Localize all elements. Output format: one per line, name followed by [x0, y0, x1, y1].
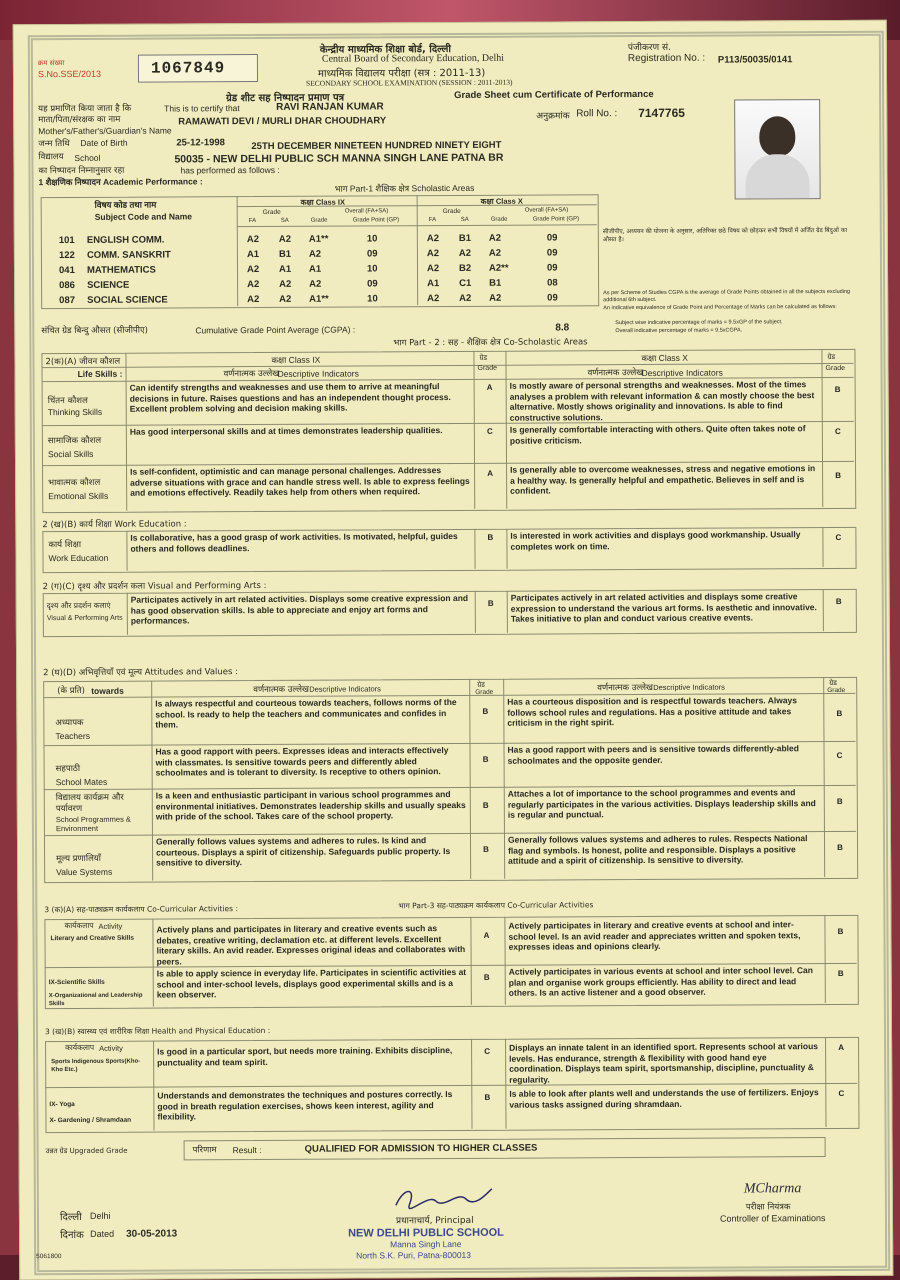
work-label: Work Education [48, 552, 109, 564]
att-desc-10: Descriptive Indicators [653, 682, 725, 692]
school-label-hi: विद्यालय [38, 152, 64, 163]
cocur-row-label2: X-Organizational and Leadership Skills [48, 992, 143, 1007]
arts-grade10: B [835, 596, 842, 606]
att-row-desc9: Is a keen and enthusiastic participant in various school programmes and environmental initiatives. Demonstrates leadership skills and usually speaks with pride of the school. Takes care of the school property. [155, 789, 466, 822]
att-row-label: School Programmes & Environment [55, 814, 131, 834]
cocur-row-grade9: B [483, 972, 490, 982]
sa9-header: SA [280, 217, 289, 224]
col-subject-hi: विषय कोड तथा नाम [94, 199, 157, 210]
class9-header: कक्षा Class IX [300, 197, 346, 207]
grade-header: Grade [262, 208, 281, 216]
row-grade9: C [486, 426, 493, 436]
row-grade10: B [835, 470, 842, 480]
desc: Descriptive Indicators [277, 368, 359, 379]
cocur-row-desc10: Actively participates in literary and creative events at school and inter-school level. Is an avid reader and appreciates written and spoken texts, expresses ideas and opinions clearly. [508, 919, 801, 952]
date-value: 30-05-2013 [126, 1228, 178, 1240]
grade-label-10: Grade [825, 364, 846, 373]
gp10: 09 [546, 262, 558, 274]
fa10: A2 [427, 293, 440, 305]
health-activity-hi: कार्यकलाप [65, 1042, 95, 1053]
cgpa-note-3: Subject wise indicative percentage of marks = 9.5xGP of the subject. [615, 319, 783, 327]
subject-name: ENGLISH COMM. [86, 234, 165, 246]
att-row-desc9: Is always respectful and courteous towards teachers, follows norms of the school. Is ready to help the teachers and communicates and confides in them. [155, 696, 457, 730]
att-row-grade9: B [482, 800, 489, 810]
cgpa-note-2: An indicative equivalence of Grade Point and Percentage of Marks can be calculated as follows: [603, 303, 837, 312]
att-row-grade10: B [836, 796, 843, 806]
title: Grade Sheet cum Certificate of Performance [454, 88, 654, 101]
cocur-row-label: Literary and Creative Skills [50, 934, 134, 943]
att-row-desc10: Has a good rapport with peers and is sensitive towards differently-abled schoolmates and the opposite gender. [507, 743, 799, 766]
performed-text: has performed as follows : [180, 164, 280, 176]
gp9: 09 [366, 248, 378, 260]
school-seal-lane: Manna Singh Lane [390, 1238, 462, 1250]
fa9: A1 [246, 249, 260, 261]
parents-label: Mother's/Father's/Guardian's Name [38, 125, 172, 137]
sa10: B2 [458, 262, 472, 274]
g9: A1** [309, 293, 329, 305]
att-row-grade9: B [482, 706, 489, 716]
serial-label: S.No.SSE/2013 [37, 68, 102, 80]
work-grade9: B [487, 532, 494, 542]
cocur-row-grade9: A [483, 930, 490, 940]
parents-name: RAMAWATI DEVI / MURLI DHAR CHOUDHARY [178, 115, 387, 128]
health-row-label: Sports Indigenous Sports(Kho-Kho Etc.) [51, 1058, 141, 1073]
col-subject: Subject Code and Name [94, 211, 193, 222]
att-row-label-hi: सहपाठी [55, 763, 81, 775]
health-row-grade9: C [484, 1046, 491, 1056]
school-name: 50035 - NEW DELHI PUBLIC SCH MANNA SINGH LANE PATNA BR [174, 151, 504, 166]
row-grade10: C [834, 426, 841, 436]
gp9: 10 [366, 263, 378, 275]
row-desc9: Has good interpersonal skills and at times demonstrates leadership qualities. [129, 425, 443, 437]
g9-header: Grade [310, 217, 328, 224]
arts-grade9: B [487, 598, 494, 608]
roll-label-hi: अनुक्रमांक [536, 111, 570, 122]
row-label-hi: चिंतन कौशल [47, 395, 88, 407]
row-label: Thinking Skills [47, 406, 103, 418]
overall-header: Overall (FA+SA) [344, 208, 389, 215]
row-label-hi: भावात्मक कौशल [48, 477, 101, 489]
subject-code: 122 [58, 249, 75, 262]
controller-title: Controller of Examinations [719, 1213, 826, 1224]
parents-label-hi: माता/पिता/संरक्षक का नाम [38, 114, 121, 126]
health-row-grade10: C [838, 1088, 845, 1098]
work-label-hi: कार्य शिक्षा [48, 539, 82, 551]
controller-title-hi: परीक्षा नियंत्रक [745, 1202, 791, 1213]
g10: A2 [488, 232, 502, 244]
serial-number-box [138, 54, 258, 83]
desc-10: Descriptive Indicators [641, 367, 723, 379]
result-value: QUALIFIED FOR ADMISSION TO HIGHER CLASSES [304, 1142, 538, 1155]
sa10-header: SA [460, 216, 469, 223]
fa9: A2 [247, 294, 260, 306]
cocur-row-desc9: Actively plans and participates in literary and creative events such as debates, creative writing, declamation etc. at different levels. Excellent literary skills. An avid reader. Expresses original ideas and collaborates with peers. [156, 923, 466, 967]
overall-header-10: Overall (FA+SA) [524, 207, 569, 214]
health-row-label: IX- Yoga [49, 1100, 75, 1109]
subject-name: SOCIAL SCIENCE [87, 294, 168, 306]
roll-number: 7147765 [638, 105, 685, 121]
registration-label-hi: पंजीकरण सं. [627, 42, 671, 54]
dob-words: 25TH DECEMBER NINETEEN HUNDRED NINETY EIGHT [251, 139, 502, 153]
principal-signature [388, 1183, 498, 1214]
health-row-desc10: Is able to look after plants well and understands the use of fertilizers. Enjoys various tasks assigned during shramdaan. [509, 1087, 819, 1110]
fa9-header: FA [248, 218, 257, 225]
g10-header: Grade [490, 216, 508, 223]
board-name-hi: केन्द्रीय माध्यमिक शिक्षा बोर्ड, दिल्ली [319, 44, 452, 56]
row-grade10: B [834, 384, 841, 394]
att-grade-10: Grade [827, 686, 846, 695]
cgpa-note-1: As per Scheme of Studies CGPA is the average of Grade Points obtained in all the subjects excluding additional 6th subject. [603, 288, 851, 304]
life-class10: कक्षा Class X [641, 352, 688, 364]
exam-name-hi: माध्यमिक विद्यालय परीक्षा (सत्र : 2011-13) [317, 67, 486, 80]
cocurricular-part-title: भाग Part-3 सह-पाठ्यक्रम कार्यकलाप Co-Curricular Activities [398, 900, 594, 911]
g10: A2** [488, 262, 509, 274]
activity-hi: कार्यकलाप [64, 920, 94, 931]
cocur-row-desc10: Actively participates in various events at school and inter school level. Can plan and organise work groups efficiently. Has ability to direct and lead others. Is an active listener and a good observer. [508, 965, 813, 998]
cocur-row-desc9: Is able to apply science in everyday life. Participates in scientific activities at school and inter-school levels, displays good experimental skills and is a keen observer. [156, 966, 467, 1000]
subject-name: COMM. SANSKRIT [86, 249, 171, 261]
roll-label: Roll No. : [576, 108, 618, 120]
academic-section-title: 1 शैक्षणिक निष्पादन Academic Performance : [38, 176, 203, 188]
scholastic-part-title: भाग Part-1 शैक्षिक क्षेत्र Scholastic Areas [334, 182, 475, 194]
att-row-desc10: Attaches a lot of importance to the school programmes and events and regularly participates in the various activities. Displays leadership skills and is regular and punctual. [507, 787, 816, 820]
cgpa-label-hi: संचित ग्रेड बिन्दु औसत (सीजीपीए) [41, 325, 148, 337]
place-hi: दिल्ली [59, 1211, 82, 1224]
cgpa-value: 8.8 [555, 322, 570, 334]
att-row-grade10: B [836, 708, 843, 718]
gp10: 09 [546, 247, 558, 259]
sa9: A2 [279, 278, 292, 290]
health-row-desc10: Displays an innate talent in an identified sport. Represents school at various levels. Has endurance, strength & flexibility with good hand eye coordination. Displays team spirit, sportsmanship, discipline, punctuality & regularity. [509, 1041, 819, 1085]
sa10: C1 [459, 277, 472, 289]
att-row-grade9: B [482, 754, 489, 764]
result-label-hi: परिणाम [192, 1145, 217, 1156]
g10: A2 [488, 247, 502, 259]
arts-label: Visual & Performing Arts [46, 614, 123, 623]
cocur-row-label: IX-Scientific Skills [48, 978, 105, 987]
class10-header: कक्षा Class X [480, 196, 523, 206]
row-grade9: A [487, 468, 493, 478]
fa9: A2 [246, 234, 260, 246]
bottom-code: 5061800 [36, 1253, 62, 1261]
fa10-header: FA [428, 217, 437, 224]
g10: B1 [489, 277, 502, 289]
att-row-desc10: Has a courteous disposition and is respectful towards teachers. Always follows school rules and regulations. Has a positive attitude and takes criticism in the right spirit. [507, 695, 798, 728]
board-name: Central Board of Secondary Education, Delhi [321, 52, 505, 65]
subject-code: 087 [59, 294, 76, 307]
cgpa-note-hi: सीजीपीए, अध्ययन की योजना के अनुसार, अतिरिक्त छठे विषय को छोड़कर सभी विषयों में अर्जित ग्रेड बिंदुओं का औसत है। [602, 226, 848, 243]
student-photo [734, 99, 821, 199]
school-label: School [74, 152, 101, 163]
row-desc9: Is self-confident, optimistic and can manage personal challenges. Addresses adverse situations with grace and can handle stress well. Is able to express feelings and emotions effectively. Readily takes help from others when required. [130, 465, 470, 498]
att-row-label: School Mates [55, 776, 108, 788]
g9: A2 [309, 278, 322, 290]
cgpa-note-4: Overall indicative percentage of marks = 9.5xCGPA. [615, 327, 743, 335]
certify-text: This is to certify that [164, 103, 240, 114]
upgraded-grade: उन्नत ग्रेड Upgraded Grade [45, 1146, 128, 1156]
grade-hi: ग्रेड [479, 354, 488, 362]
row-label: Social Skills [47, 448, 94, 460]
towards-label: towards [91, 685, 124, 696]
att-row-desc9: Has a good rapport with peers. Expresses ideas and interacts effectively with classmates. Is sensitive towards peers and differently abled schoolmates and is tolerant to diversity. Is receptive to others opinion. [155, 745, 449, 778]
subject-row [15, 292, 615, 310]
sa9: A2 [279, 293, 292, 305]
sa9: B1 [278, 248, 292, 260]
sa10: B1 [458, 232, 472, 244]
school-seal-address: North S.K. Puri, Patna-800013 [356, 1249, 472, 1261]
cocur-row-grade10: B [837, 968, 844, 978]
grade-hi-10: ग्रेड [827, 353, 836, 362]
cocurricular-section-title: 3 (क)(A) सह-पाठ्यक्रम कार्यकलाप Co-Curricular Activities : [44, 904, 238, 915]
fa9: A2 [247, 279, 260, 291]
att-row-label-hi: मूल्य प्रणालियाँ [56, 853, 102, 865]
gp9: 10 [366, 233, 378, 245]
attitudes-section-title: 2 (घ)(D) अभिवृत्तियाँ एवं मूल्य Attitudes and Values : [43, 667, 239, 679]
performed-hi: का निष्पादन निम्नानुसार रहा [38, 165, 125, 177]
work-section-title: 2 (ख)(B) कार्य शिक्षा Work Education : [42, 519, 187, 531]
att-desc: Descriptive Indicators [309, 684, 381, 694]
sa10: A2 [459, 292, 472, 304]
arts-label-hi: दृश्य और प्रदर्शन कलाएं [46, 600, 111, 611]
desc-hi: वर्णनात्मक उल्लेख [223, 368, 280, 380]
g10: A2 [489, 292, 502, 304]
grade-header-10: Grade [442, 207, 461, 216]
fa10: A1 [427, 278, 440, 290]
work-grade10: C [835, 532, 842, 542]
row-desc10: Is generally comfortable interacting with others. Quite often takes note of positive criticism. [509, 423, 806, 446]
att-row-desc10: Generally follows values systems and adheres to rules. Respects National flag and symbols. Is honest, polite and responsible. Displays a positive attitude and a spirit of citizenship. Is sensitive to diversity. [507, 833, 808, 866]
att-grade-hi-10: ग्रेड [829, 679, 837, 688]
row-grade9: A [486, 382, 493, 392]
att-row-grade10: B [837, 842, 843, 852]
dated-label: Dated [90, 1228, 115, 1239]
att-desc-hi: वर्णनात्मक उल्लेख [253, 684, 309, 696]
row-desc10: Is mostly aware of personal strengths and weaknesses. Most of the times analyses a problem with relevant information & can mostly choose the best alternative. Mostly shows originality and innovations. Is able to find constructive solutions. [509, 379, 815, 423]
health-row-grade10: A [838, 1042, 845, 1052]
health-row-desc9: Understands and demonstrates the techniques and postures correctly. Is good in breath regulation exercises, shows keen interest, agility and flexibility. [157, 1089, 453, 1122]
att-row-label-hi: अध्यापक [55, 717, 84, 729]
coscholastic-part-title: भाग Part - 2 : सह - शैक्षिक क्षेत्र Co-Scholastic Areas [393, 337, 588, 349]
att-row-grade9: B [483, 844, 489, 854]
row-desc9: Can identify strengths and weaknesses and use them to arrive at meaningful decisions in future. Raises questions and has an independent thought process. Excellent problem solving and decision making skills. [129, 381, 451, 414]
subject-code: 041 [58, 264, 75, 277]
health-row-desc9: Is good in a particular sport, but needs more training. Exhibits discipline, punctuality and team spirit. [157, 1045, 453, 1068]
subject-name: MATHEMATICS [86, 264, 156, 276]
att-row-grade10: C [836, 750, 843, 760]
gp9-header: Grade Point (GP) [352, 217, 400, 224]
result-label: Result : [232, 1145, 262, 1156]
fa10: A2 [426, 248, 440, 260]
health-row-grade9: B [484, 1092, 491, 1102]
controller-signature: MCharma [743, 1181, 802, 1197]
cgpa-label: Cumulative Grade Point Average (CGPA) : [195, 324, 356, 336]
principal-title: प्रधानाचार्य, Principal [395, 1215, 474, 1227]
health-section-title: 3 (ख)(B) स्वास्थ्य एवं शारीरिक शिक्षा Health and Physical Education : [44, 1025, 271, 1037]
registration-label: Registration No. : [627, 52, 706, 65]
sa10: A2 [458, 247, 472, 259]
gp10: 09 [546, 232, 558, 244]
activity-label: Activity [98, 921, 123, 931]
registration-number: P113/50035/0141 [717, 54, 793, 66]
result-box [184, 1137, 826, 1160]
fa9: A2 [246, 264, 260, 276]
att-grade: Grade [475, 688, 494, 696]
serial-number: 1067849 [150, 59, 226, 78]
life-skills-label: Life Skills : [77, 368, 123, 379]
work-desc9: Is collaborative, has a good grasp of work activities. Is motivated, helpful, guides others and follows deadlines. [130, 530, 458, 554]
gp10-header: Grade Point (GP) [532, 216, 580, 223]
dated-hi: दिनांक [60, 1229, 84, 1242]
cocur-row-grade10: B [837, 926, 844, 936]
grade-label: Grade [477, 364, 498, 372]
att-row-desc9: Generally follows values systems and adheres to rules. Is kind and courteous. Displays a spirit of citizenship. Safeguards public property. Is sensitive to diversity. [155, 835, 451, 868]
fa10: A2 [426, 233, 440, 245]
health-activity-label: Activity [99, 1043, 123, 1053]
dob: 25-12-1998 [176, 137, 225, 149]
gp10: 09 [547, 292, 558, 304]
g9: A1 [308, 263, 322, 275]
row-desc10: Is generally able to overcome weaknesses, stress and negative emotions in a healthy way. Is generally helpful and empathetic. Believes in self and is confident. [510, 463, 816, 496]
fa10: A2 [426, 263, 440, 275]
gp9: 10 [367, 293, 378, 305]
serial-label-hi: क्रम संख्या [37, 59, 65, 68]
row-label-hi: सामाजिक कौशल [47, 435, 102, 447]
row-label: Emotional Skills [48, 490, 109, 502]
student-name: RAVI RANJAN KUMAR [276, 101, 384, 113]
dob-label-hi: जन्म तिथि [38, 138, 70, 150]
sa9: A2 [278, 233, 292, 245]
g9: A2 [308, 248, 322, 260]
att-row-label: Value Systems [56, 866, 113, 878]
certify-hi: यह प्रमाणित किया जाता है कि [38, 103, 132, 115]
arts-desc9: Participates actively in art related activities. Displays some creative expression and has good observation skills. Is able to appreciate and enjoy art forms and performances. [130, 592, 469, 626]
att-row-label-hi: विद्यालय कार्यक्रम और पर्यावरण [55, 792, 124, 814]
subject-code: 086 [59, 279, 75, 292]
exam-name: SECONDARY SCHOOL EXAMINATION (SESSION : 2011-2013) [306, 77, 513, 88]
life-skills-hi: 2(क)(A) जीवन कौशल [45, 356, 121, 368]
arts-section-title: 2 (ग)(C) दृश्य और प्रदर्शन कला Visual and Performing Arts : [42, 580, 267, 593]
att-desc-hi-10: वर्णनात्मक उल्लेख [597, 682, 653, 694]
life-class9: कक्षा Class IX [271, 354, 321, 365]
health-row-label2: X- Gardening / Shramdaan [49, 1116, 132, 1125]
desc-hi-10: वर्णनात्मक उल्लेख [587, 368, 644, 379]
sa9: A1 [278, 263, 292, 275]
att-row-label: Teachers [55, 730, 90, 742]
subject-code: 101 [58, 234, 75, 247]
title-hi: ग्रेड शीट सह निष्पादन प्रमाण पत्र [226, 92, 345, 105]
gp10: 08 [547, 277, 558, 289]
grade-sheet-certificate [13, 20, 894, 1280]
att-grade-hi: ग्रेड [477, 681, 485, 689]
subject-name: SCIENCE [87, 279, 130, 291]
arts-desc10: Participates actively in art related activities and displays some creative expression to understand the various art forms. Is aesthetic and innovative. Takes initiative to plan and conduct various creative events. [510, 591, 817, 624]
dob-label: Date of Birth [80, 137, 128, 148]
school-seal-name: NEW DELHI PUBLIC SCHOOL [348, 1226, 504, 1240]
place: Delhi [89, 1210, 111, 1221]
work-desc10: Is interested in work activities and displays good workmanship. Usually completes work on time. [510, 529, 801, 552]
gp9: 09 [367, 278, 378, 290]
g9: A1** [308, 233, 329, 245]
towards-hi: (के प्रति) [57, 685, 85, 697]
